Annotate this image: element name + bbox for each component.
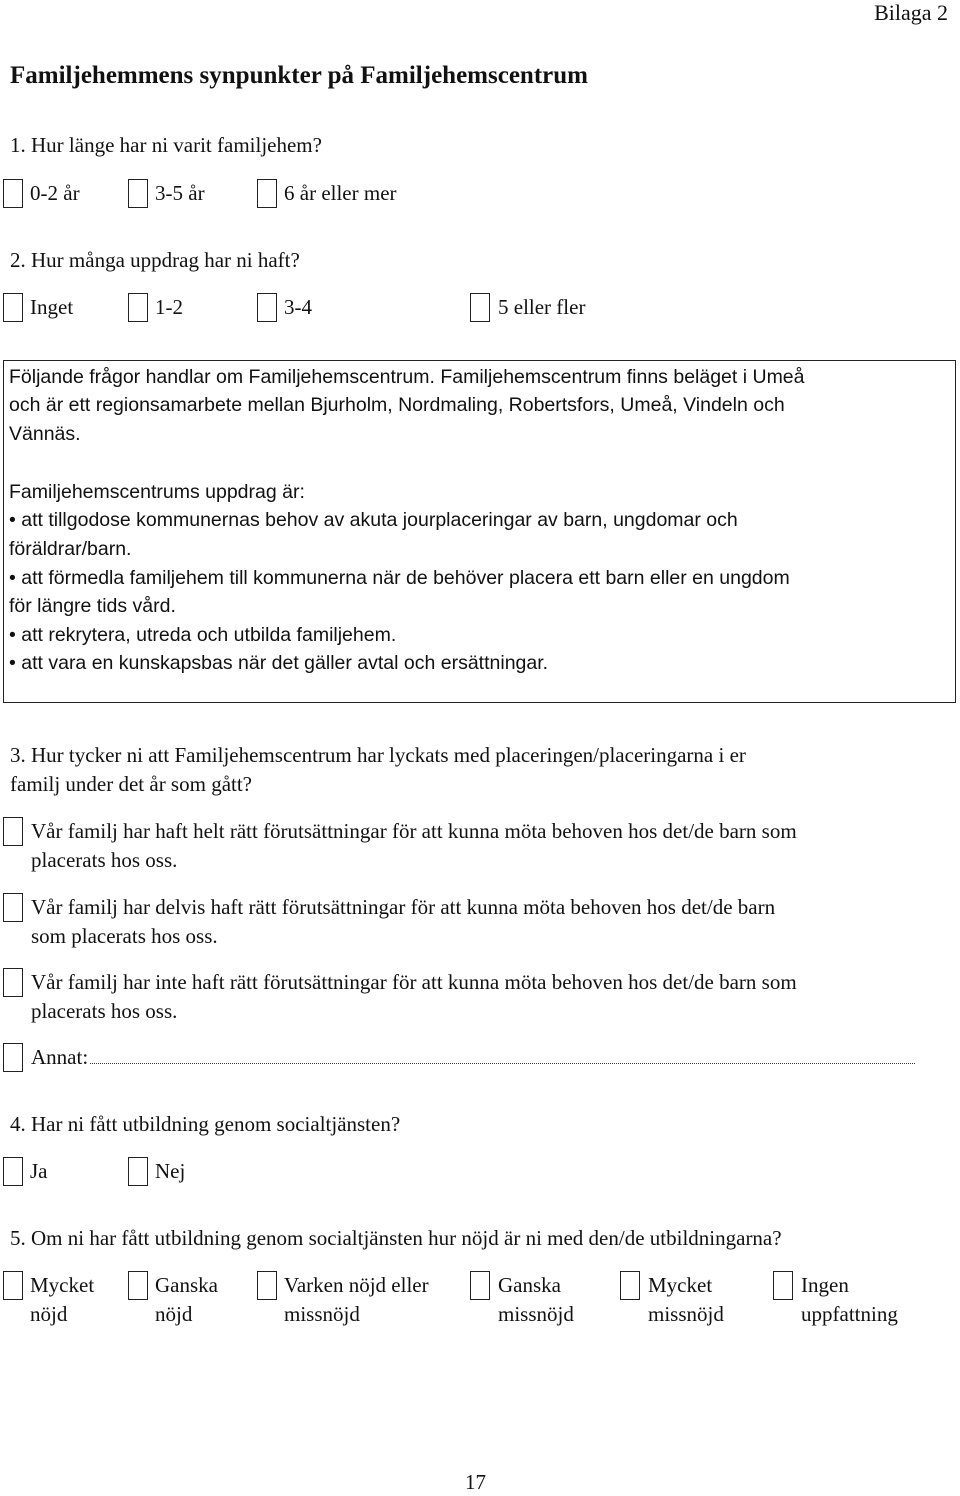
q3-option-text: som placerats hos oss.: [31, 924, 218, 948]
q1-checkbox-0-2[interactable]: [3, 179, 23, 208]
q1-option-label: 6 år eller mer: [284, 181, 397, 205]
q2-checkbox-1-2[interactable]: [128, 293, 148, 322]
attachment-label: Bilaga 2: [874, 0, 948, 25]
q5-checkbox-ganska-missnojd[interactable]: [470, 1271, 490, 1300]
q5-option-label: missnöjd: [498, 1302, 574, 1326]
q3-option-text: Vår familj har inte haft rätt förutsättningar för att kunna möta behoven hos det/de barn som: [31, 970, 797, 994]
q2-option-label: Inget: [30, 295, 74, 319]
info-bullet: • att förmedla familjehem till kommunerna när de behöver placera ett barn eller en ungdom: [9, 567, 790, 589]
q3-checkbox-inte[interactable]: [3, 968, 23, 997]
q1-checkbox-6-plus[interactable]: [257, 179, 277, 208]
info-line: för längre tids vård.: [9, 595, 176, 617]
q2-checkbox-inget[interactable]: [3, 293, 23, 322]
q2-option-label: 5 eller fler: [498, 295, 586, 319]
q5-checkbox-ingen-uppfattning[interactable]: [773, 1271, 793, 1300]
info-bullet: • att vara en kunskapsbas när det gäller avtal och ersättningar.: [9, 652, 549, 674]
info-line: Följande frågor handlar om Familjehemscentrum. Familjehemscentrum finns beläget i Umeå: [9, 366, 805, 388]
q3-other-row: [31, 1043, 915, 1072]
q1-question: 1. Hur länge har ni varit familjehem?: [10, 133, 322, 157]
info-line: och är ett regionsamarbete mellan Bjurholm, Nordmaling, Robertsfors, Umeå, Vindeln och: [9, 394, 785, 416]
q4-option-label: Nej: [155, 1159, 186, 1183]
q5-option-label: Mycket: [648, 1273, 713, 1297]
q4-checkbox-nej[interactable]: [128, 1157, 148, 1186]
q3-checkbox-annat[interactable]: [3, 1043, 23, 1072]
q1-option-label: 3-5 år: [155, 181, 205, 205]
q4-checkbox-ja[interactable]: [3, 1157, 23, 1186]
info-bullet: • att tillgodose kommunernas behov av akuta jourplaceringar av barn, ungdomar och: [9, 509, 738, 531]
q5-option-label: Ganska: [155, 1273, 218, 1297]
q2-question: 2. Hur många uppdrag har ni haft?: [10, 248, 300, 272]
q4-option-label: Ja: [30, 1159, 48, 1183]
q2-checkbox-5-plus[interactable]: [470, 293, 490, 322]
q5-checkbox-mycket-missnojd[interactable]: [620, 1271, 640, 1300]
q3-option-text: placerats hos oss.: [31, 999, 178, 1023]
q5-option-label: missnöjd: [648, 1302, 724, 1326]
q3-question-line: familj under det år som gått?: [10, 772, 253, 796]
q4-question: 4. Har ni fått utbildning genom socialtjänsten?: [10, 1112, 401, 1136]
info-line: föräldrar/barn.: [9, 538, 132, 560]
info-bullet: • att rekrytera, utreda och utbilda familjehem.: [9, 624, 397, 646]
info-heading: Familjehemscentrums uppdrag är:: [9, 481, 305, 503]
q5-checkbox-varken[interactable]: [257, 1271, 277, 1300]
q5-question: 5. Om ni har fått utbildning genom socialtjänsten hur nöjd är ni med den/de utbildningarna?: [10, 1226, 782, 1250]
q1-option-label: 0-2 år: [30, 181, 80, 205]
info-line: Vännäs.: [9, 423, 81, 445]
q3-question-line: 3. Hur tycker ni att Familjehemscentrum har lyckats med placeringen/placeringarna i er: [10, 743, 746, 767]
q3-checkbox-helt[interactable]: [3, 817, 23, 846]
q3-other-field[interactable]: [90, 1062, 915, 1064]
q5-option-label: Mycket: [30, 1273, 95, 1297]
q3-option-text: placerats hos oss.: [31, 848, 178, 872]
q5-option-label: Ganska: [498, 1273, 561, 1297]
q5-option-label: nöjd: [30, 1302, 68, 1326]
q5-option-label: Varken nöjd eller: [284, 1273, 429, 1297]
q3-other-label: Annat:: [31, 1045, 89, 1069]
q2-checkbox-3-4[interactable]: [257, 293, 277, 322]
q3-option-text: Vår familj har delvis haft rätt förutsättningar för att kunna möta behoven hos det/de barn: [31, 895, 776, 919]
q5-option-label: Ingen: [801, 1273, 849, 1297]
page-number: 17: [465, 1470, 486, 1494]
page-title: Familjehemmens synpunkter på Familjehemscentrum: [10, 62, 588, 89]
q5-checkbox-mycket-nojd[interactable]: [3, 1271, 23, 1300]
q5-option-label: nöjd: [155, 1302, 193, 1326]
q2-option-label: 3-4: [284, 295, 312, 319]
q5-checkbox-ganska-nojd[interactable]: [128, 1271, 148, 1300]
q3-checkbox-delvis[interactable]: [3, 893, 23, 922]
q5-option-label: missnöjd: [284, 1302, 360, 1326]
info-box: [3, 360, 956, 703]
q2-option-label: 1-2: [155, 295, 183, 319]
q5-option-label: uppfattning: [801, 1302, 898, 1326]
q3-option-text: Vår familj har haft helt rätt förutsättningar för att kunna möta behoven hos det/de barn som: [31, 819, 797, 843]
q1-checkbox-3-5[interactable]: [128, 179, 148, 208]
